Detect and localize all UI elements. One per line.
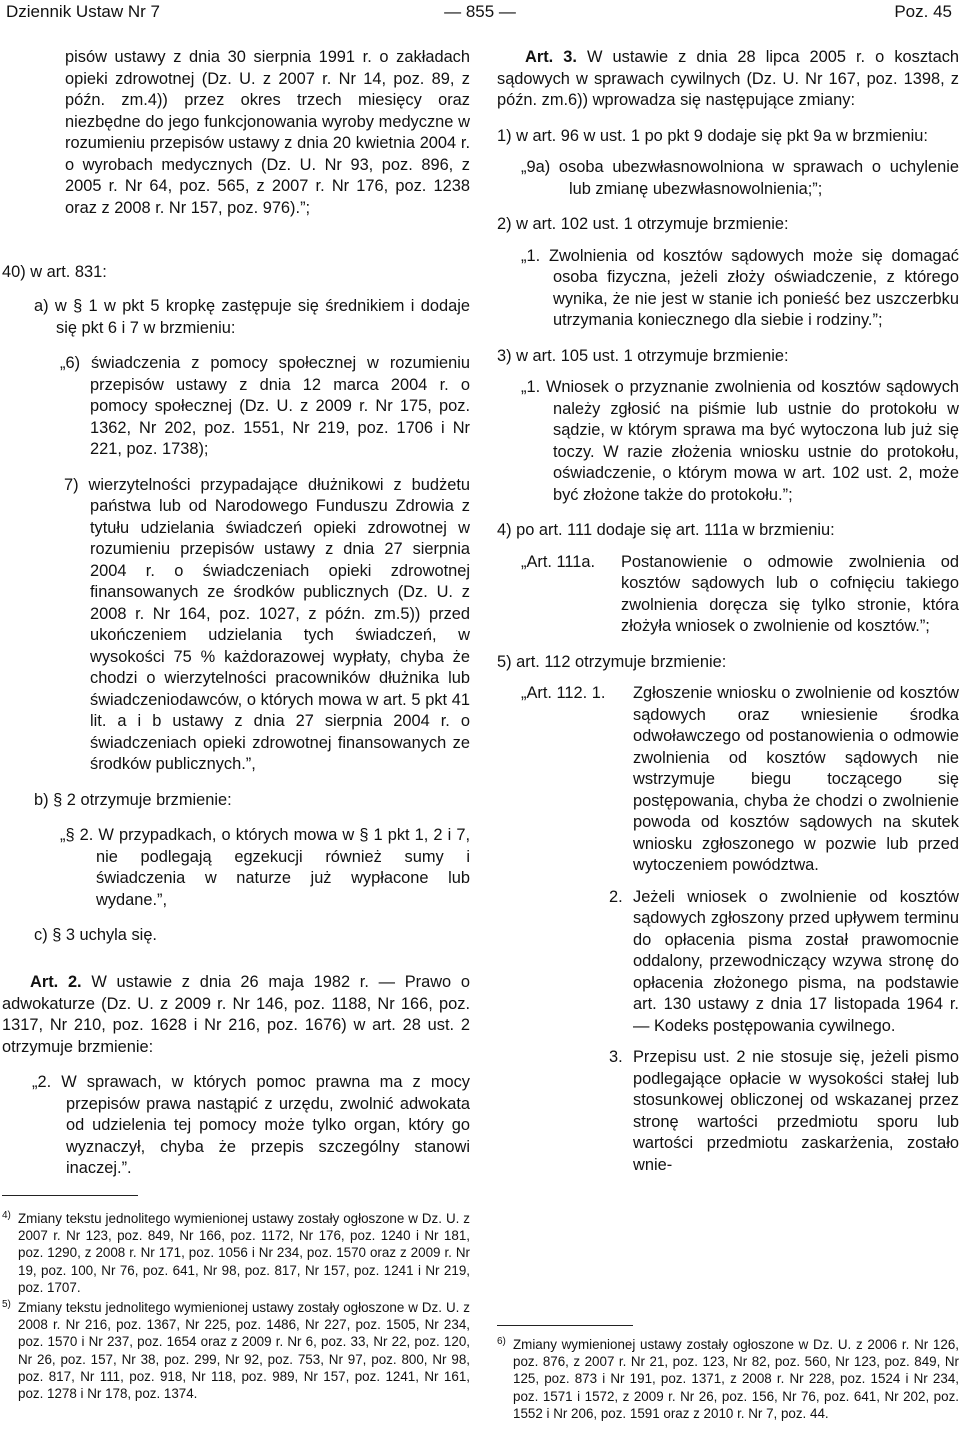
point-7: 7) wierzytelności przypadające dłużnikowi z budżetu państwa lub od Narodowego Funduszu Zdrowia z tytułu udzielania świadczeń opieki zdrowotnej w rozumieniu przepisów ustawy z dnia 27 sierpnia 2004 r. o świadczeniach opieki zdrowotnej finansowanych ze środków publicznych (Dz. U. z 2008 r. Nr 164, poz. 1027, z późn. zm.5)) przed ukończeniem udzielania tych świadczeń, w wysokości 75 % każdorazowej wypłaty, chyba że chodzi o wierzytelności pracowników dłużnika lub świadczeniodawców, o których mowa w art. 5 pkt 41 lit. a i b ustawy z dnia 27 sierpnia 2004 r. o świadczeniach opieki zdrowotnej finansowanych ze środków publicznych.”, [64, 475, 470, 773]
journal-title: Dziennik Ustaw Nr 7 [6, 2, 160, 21]
article-112-paragraph-2: Jeżeli wniosek o zwolnienie od kosztów sądowych zgłoszony przed upływem terminu do opłacenia pisma został prawomocnie oddalony, przewodniczący wzywa stronę do opłacenia złożonego pisma, na podstawie art. 130 ustawy z dnia 17 listopada 1964 r. — Kodeks postępowania cywilnego. [633, 887, 959, 1035]
item-2: 2) w art. 102 ust. 1 otrzymuje brzmienie: [497, 215, 789, 233]
article-2-text: W ustawie z dnia 26 maja 1982 r. — Prawo o adwokaturze (Dz. U. z 2009 r. Nr 146, poz. 1188, Nr 166, poz. 1317, Nr 210, poz. 1628 i Nr 216, poz. 1676) w art. 28 ust. 2 otrzymuje brzmienie: [2, 973, 471, 1056]
footnote-rule-right [497, 1325, 633, 1326]
item-40-label: 40) w art. 831: [2, 263, 107, 281]
footnote-6 [497, 1333, 959, 1422]
left-body [34, 296, 470, 947]
item-3: 3) w art. 105 ust. 1 otrzymuje brzmienie: [497, 346, 789, 365]
point-a: a) w § 1 w pkt 5 kropkę zastępuje się średnikiem i dodaje się pkt 6 i 7 w brzmieniu: [34, 297, 470, 337]
article-3-heading: Art. 3. [525, 48, 577, 66]
item-40 [2, 262, 202, 284]
point-b: b) § 2 otrzymuje brzmienie: [34, 790, 232, 809]
footnote-5 [2, 1296, 470, 1402]
position-number: Poz. 45 [894, 2, 952, 21]
article-111a-text: Postanowienie o odmowie zwolnienia od kosztów sądowych lub o cofnięciu takiego zwolnienia doręcza się tylko stronie, która złożyła wniosek o zwolnienie od kosztów.”; [621, 552, 959, 635]
footnote-4 [2, 1207, 470, 1296]
article-3-text: W ustawie z dnia 28 lipca 2005 r. o kosztach sądowych w sprawach cywilnych (Dz. U. Nr 167, poz. 1398, z późn. zm.6)) wprowadza się następujące zmiany: [497, 48, 960, 109]
item-1-text: „9a) osoba ubezwłasnowolniona w sprawach o uchylenie lub zmianę ubezwłasnowolnienia;”; [521, 158, 959, 198]
footnote-4-text: Zmiany tekstu jednolitego wymienionej ustawy zostały ogłoszone w Dz. U. z 2007 r. Nr 123, poz. 849, Nr 166, poz. 1172, Nr 176, poz. 1240 i Nr 181, poz. 1290, z 2008 r. Nr 171, poz. 1056 i Nr 234, poz. 1570 oraz z 2009 r. Nr 19, poz. 100, Nr 76, poz. 641, Nr 98, poz. 817, Nr 157, poz. 1241 i Nr 219, poz. 1707. [18, 1211, 470, 1295]
item-2-text: „1. Zwolnienia od kosztów sądowych może się domagać osoba fizyczna, jeżeli złoży oświadczenie, z którego wynika, że nie jest w stanie ich ponieść bez uszczerbku utrzymania koniecznego dla siebie i rodziny.”; [521, 246, 959, 329]
item-1: 1) w art. 96 w ust. 1 po pkt 9 dodaje się pkt 9a w brzmieniu: [497, 126, 928, 145]
article-2 [2, 972, 470, 1180]
point-6: „6) świadczenia z pomocy społecznej w rozumieniu przepisów ustawy z dnia 12 marca 2004 r. o pomocy społecznej (Dz. U. z 2009 r. Nr 175, poz. 1362, Nr 202, poz. 1551, Nr 219, poz. 1706 i Nr 221, poz. 1738); [60, 354, 470, 458]
article-112-paragraph-1: Zgłoszenie wniosku o zwolnienie od kosztów sądowych oraz wniesienie środka odwoławczego od postanowienia o odmowie zwolnienia od kosztów sądowych nie wstrzymuje biegu toczącego się postępowania, chyba że chodzi o zwolnienie powoda od kosztów sądowych na skutek wniosku zgłoszonego w pozwie lub przed wytoczeniem powództwa. [633, 684, 959, 874]
article-2-provision: „2. W sprawach, w których pomoc prawna ma z mocy przepisów prawa nastąpić z urzędu, zwolnić adwokata od udzielenia tej pomocy może tylko organ, który go wyznaczył, chyba że przepis szczególny stanowi inaczej.”. [32, 1073, 470, 1177]
page-number: — 855 — [444, 2, 516, 21]
article-112-paragraph-3-num: 3. [609, 1048, 623, 1066]
article-112-heading: „Art. 112. 1. [521, 684, 606, 702]
article-111a [497, 552, 959, 638]
right-column [497, 47, 959, 1176]
article-112-paragraph-3-wrap [609, 1047, 959, 1176]
footnotes-right [497, 1333, 959, 1422]
footnote-rule-left [2, 1195, 138, 1196]
article-112-paragraph-3: Przepisu ust. 2 nie stosuje się, jeżeli pismo podlegające opłacie w wysokości stałej lub stosunkowej obliczonej od wskazanej przez stronę wartości przedmiotu sporu lub wartości przedmiotu zaskarżenia, zostało wnie- [633, 1048, 959, 1174]
left-intro [65, 47, 470, 219]
item-5: 5) art. 112 otrzymuje brzmienie: [497, 652, 727, 671]
article-3-intro [497, 47, 959, 112]
footnote-6-text: Zmiany wymienionej ustawy zostały ogłoszone w Dz. U. z 2006 r. Nr 126, poz. 876, z 2007 r. Nr 21, poz. 123, Nr 82, poz. 560, Nr 123, poz. 849, Nr 125, poz. 873 i Nr 191, poz. 1371, z 2008 r. Nr 228, poz. 1524 i Nr 234, poz. 1571 i 1572, z 2009 r. Nr 26, poz. 156, Nr 76, poz. 641, Nr 202, poz. 1552 i Nr 206, poz. 1591 oraz z 2010 r. Nr 7, poz. 44. [513, 1337, 959, 1421]
intro-text: pisów ustawy z dnia 30 sierpnia 1991 r. o zakładach opieki zdrowotnej (Dz. U. z 2007 r. Nr 14, poz. 89, z późn. zm.4)) przez okres trzech miesięcy oraz niezbędne do jego funkcjonowania wyroby medyczne w rozumieniu przepisów ustawy z dnia 20 kwietnia 2004 r. o wyrobach medycznych (Dz. U. Nr 93, poz. 896, z 2005 r. Nr 64, poz. 565, z 2007 r. Nr 176, poz. 1238 oraz z 2008 r. Nr 157, poz. 976).”; [65, 48, 470, 217]
item-4: 4) po art. 111 dodaje się art. 111a w brzmieniu: [497, 521, 835, 539]
footnotes-left [2, 1207, 470, 1402]
page-header [0, 0, 960, 36]
article-112-paragraph-2-num: 2. [609, 887, 623, 906]
footnote-5-text: Zmiany tekstu jednolitego wymienionej ustawy zostały ogłoszone w Dz. U. z 2008 r. Nr 216, poz. 1367, Nr 225, poz. 1486, Nr 227, poz. 1505, Nr 234, poz. 1570 i Nr 237, poz. 1654 oraz z 2009 r. Nr 6, poz. 33, Nr 22, poz. 120, Nr 26, poz. 157, Nr 38, poz. 299, Nr 92, poz. 753, Nr 97, poz. 800, Nr 98, poz. 817, Nr 111, poz. 918, Nr 118, poz. 989, Nr 157, poz. 1241, Nr 161, poz. 1278 i Nr 178, poz. 1374. [18, 1300, 470, 1402]
item-3-text: „1. Wniosek o przyznanie zwolnienia od kosztów sądowych należy zgłosić na piśmie lub ustnie do protokołu w sądzie, w którym sprawa ma być wytoczona lub już się toczy. W razie złożenia wniosku ustnie do protokołu, oświadczenie, o którym mowa w art. 102 ust. 2, może być złożone także do protokołu.”; [521, 378, 959, 504]
article-112 [497, 683, 959, 1176]
footnote-5-mark: 5) [2, 1299, 11, 1311]
article-112-paragraph-2-wrap [609, 887, 959, 1038]
section-2: „§ 2. W przypadkach, o których mowa w § 1 pkt 1, 2 i 7, nie podlegają egzekucji również sumy i świadczenia w naturze już wypłacone lub wydane.”, [60, 826, 470, 909]
article-111a-heading: „Art. 111a. [521, 552, 596, 571]
article-2-heading: Art. 2. [30, 973, 82, 991]
footnote-6-mark: 6) [497, 1336, 506, 1347]
point-c: c) § 3 uchyla się. [34, 926, 157, 944]
article-2-intro [2, 972, 470, 1058]
footnote-4-mark: 4) [2, 1210, 11, 1221]
